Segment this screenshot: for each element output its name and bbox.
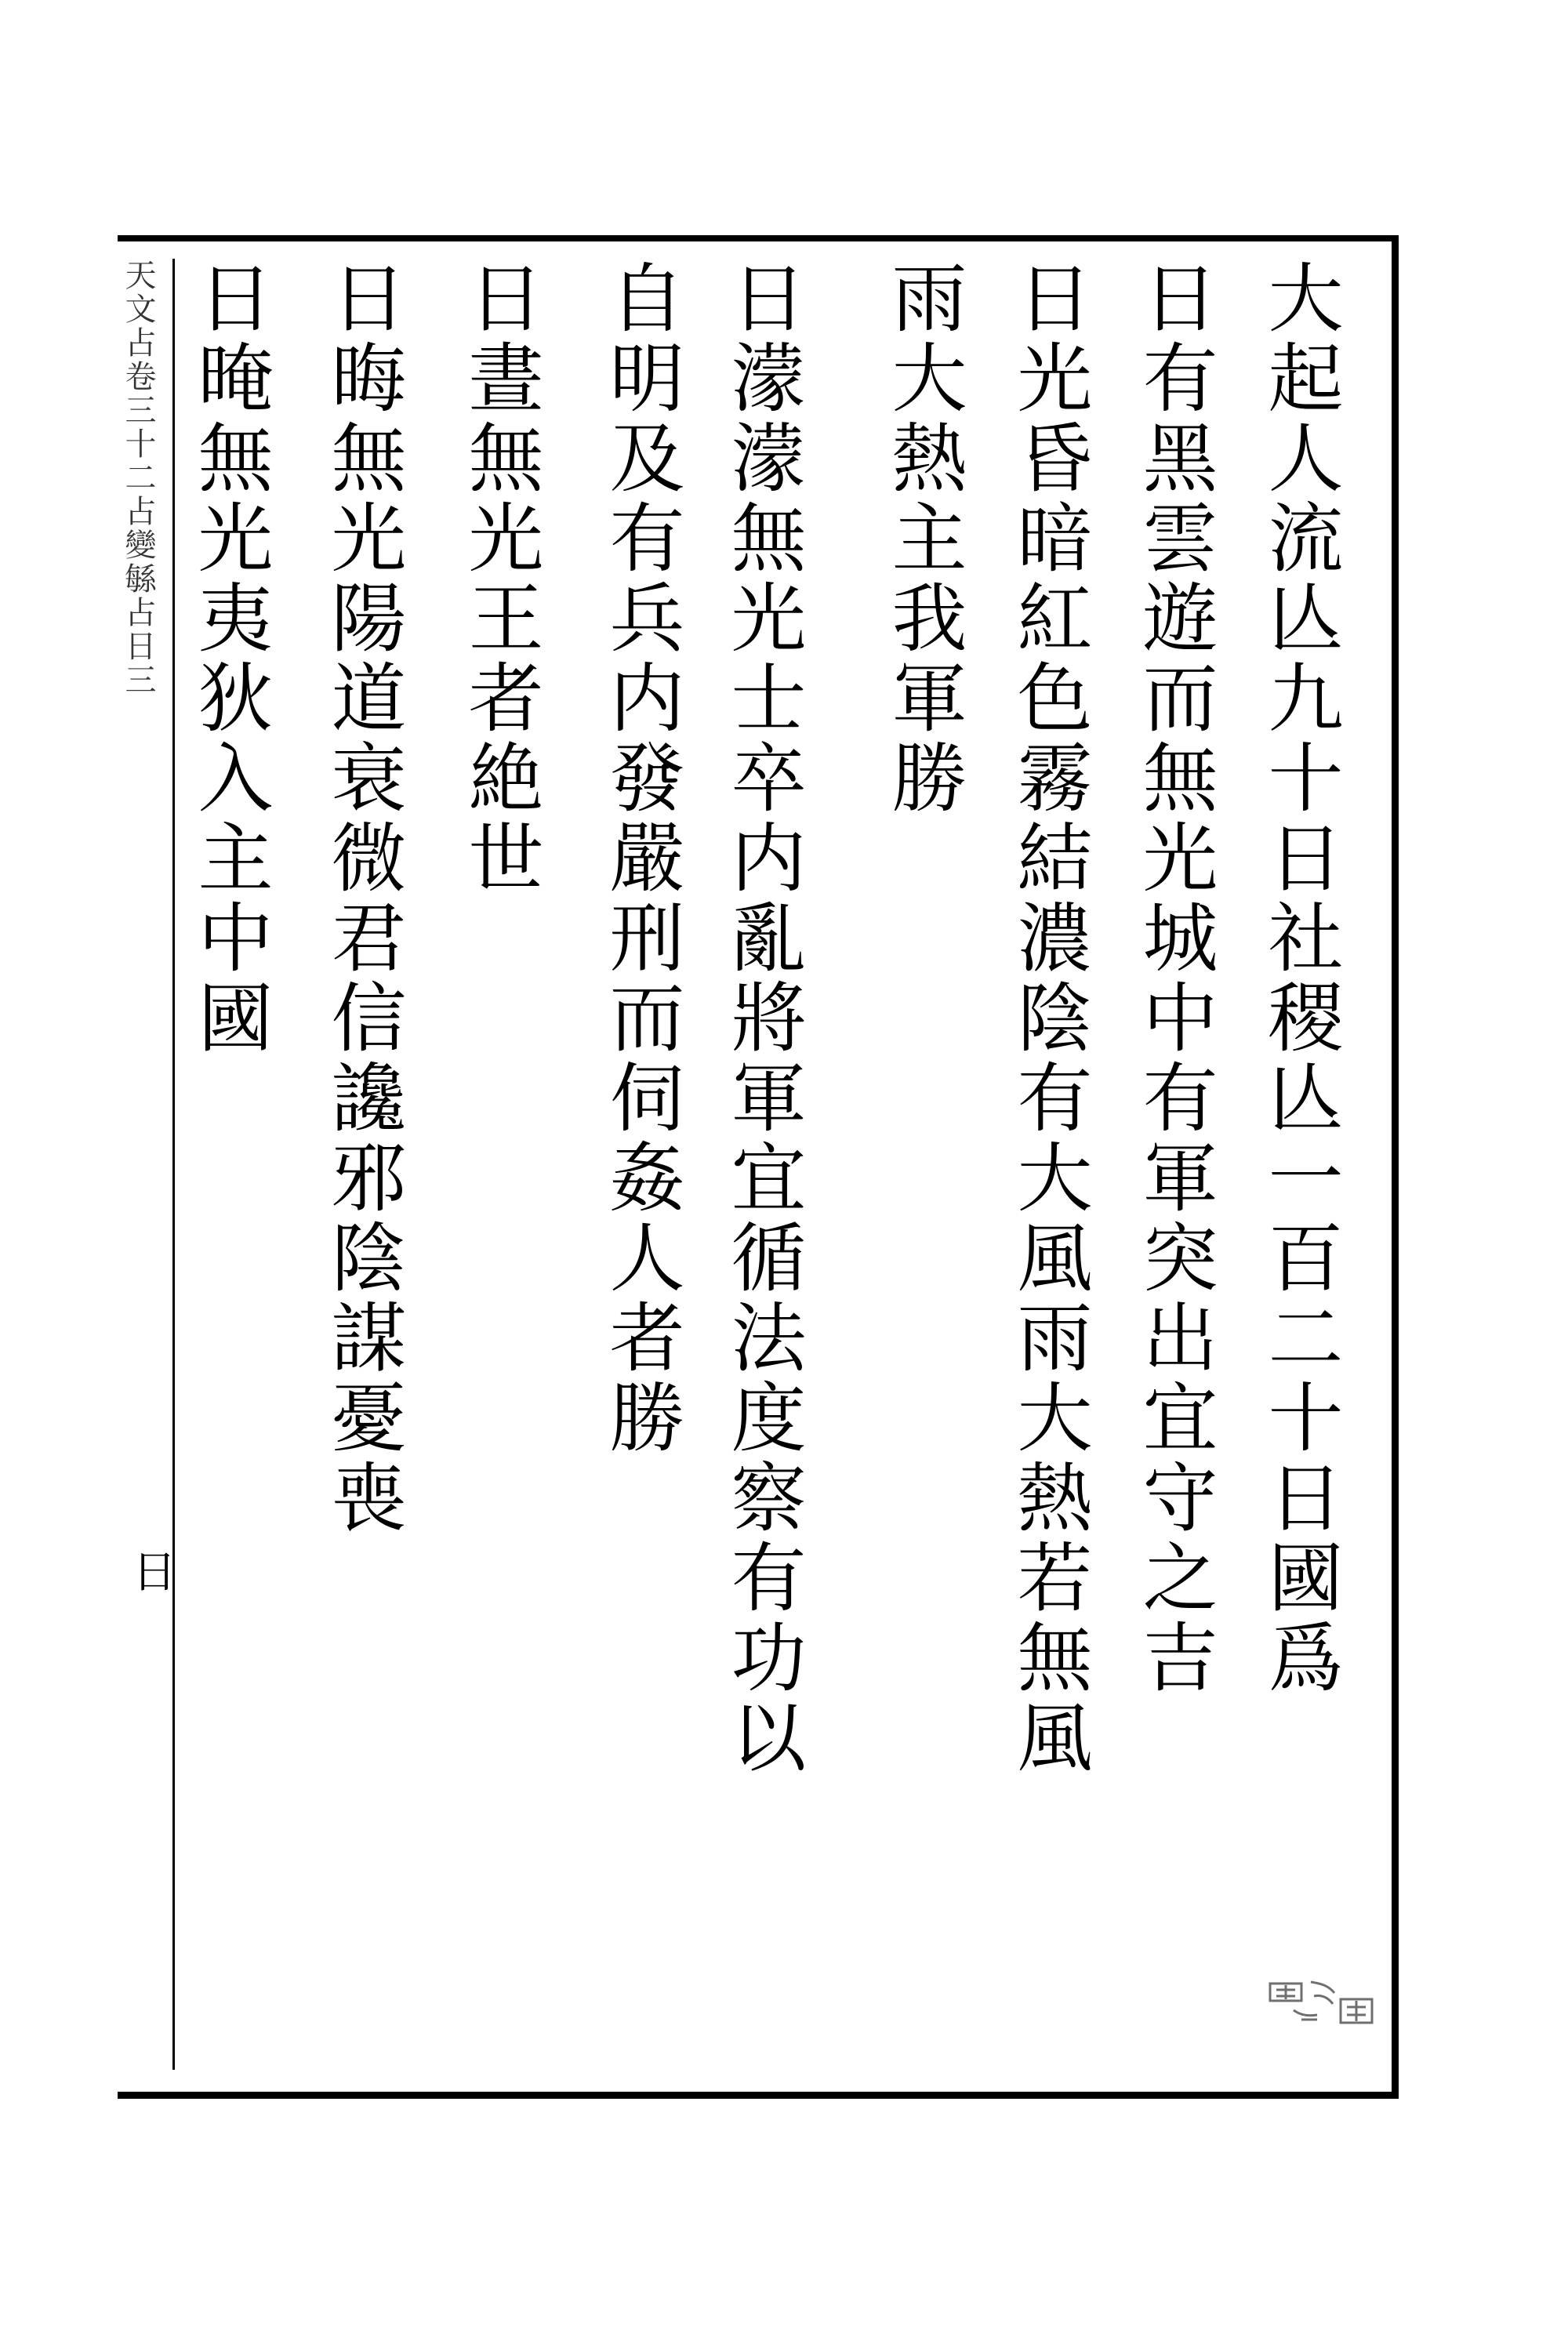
collector-seal-stamp	[1262, 1976, 1380, 2031]
text-column-2: 日有黑雲遊而無光城中有軍突出宜守之吉	[1131, 259, 1218, 1698]
text-column-6: 自明及有兵内發嚴刑而伺姦人者勝	[597, 259, 685, 1458]
gutter-mark: 日	[125, 1548, 176, 1592]
inner-border-rule	[172, 259, 175, 2070]
text-column-8: 日晦無光陽道衰微君信讒邪陰謀憂喪	[319, 259, 407, 1538]
text-column-4: 雨大熱主我軍勝	[880, 259, 967, 818]
text-column-5: 日濛濛無光士卒内亂將軍宜循法度察有功以	[719, 259, 807, 1778]
text-column-9: 日晻無光夷狄入主中國	[186, 259, 274, 1058]
text-column-1: 大起人流亾九十日社稷亾一百二十日國爲	[1256, 259, 1344, 1698]
gutter-folio: 天文占卷三十二占變緐占日三	[120, 259, 156, 697]
text-column-7: 日晝無光王者絶世	[456, 259, 544, 898]
text-column-3: 日光昏暗紅色霧結濃陰有大風雨大熱若無風	[1005, 259, 1093, 1778]
